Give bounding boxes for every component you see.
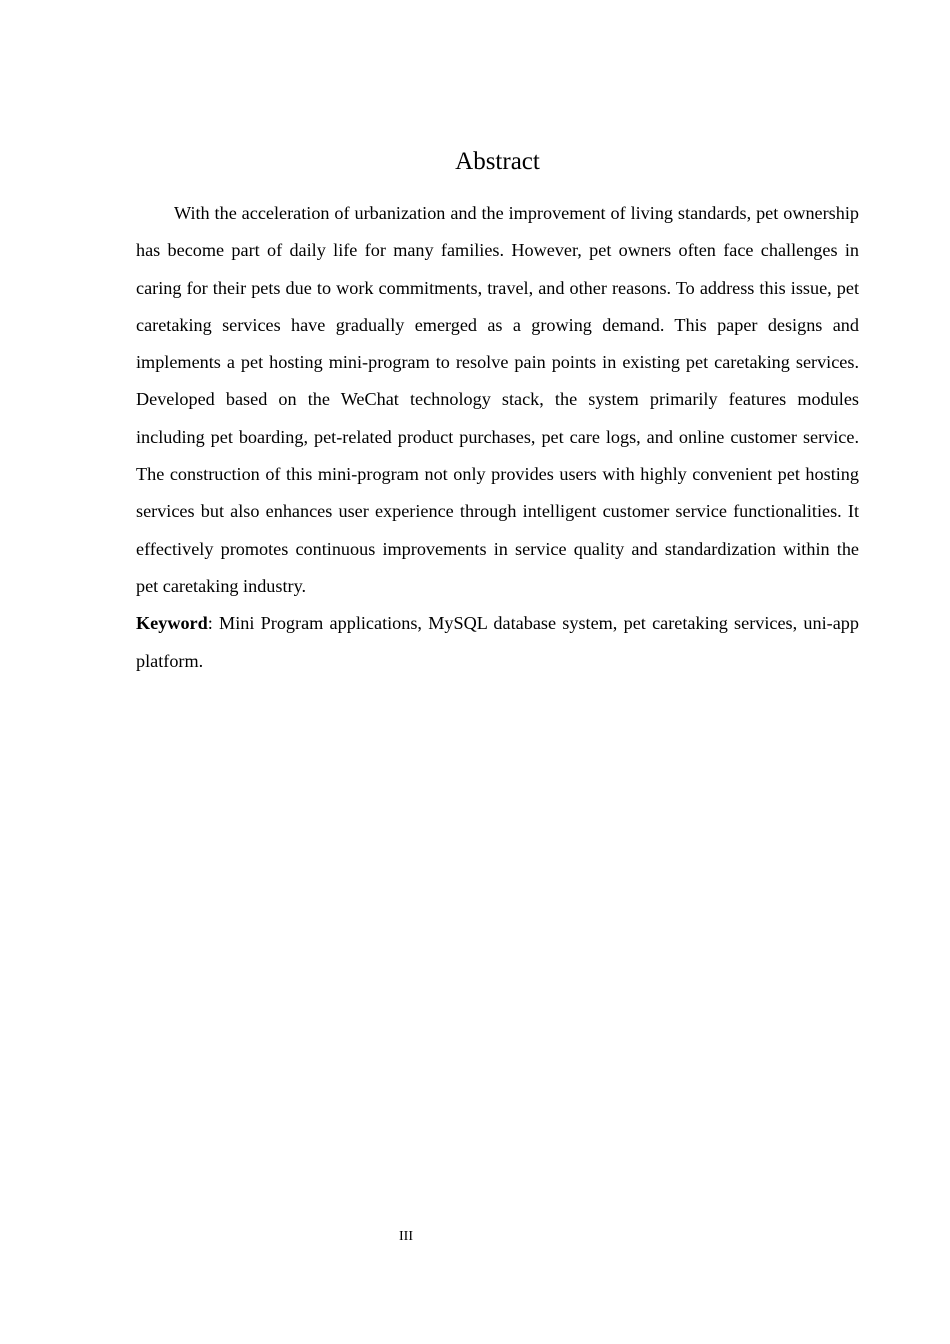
abstract-paragraph: With the acceleration of urbanization and the improvement of living standards, pet ownership has become part of daily life for many families. However, pet owners often face challenges in caring for their pets due to work commitments, travel, and other reasons. To address this issue, pet caretaking services have gradually emerged as a growing demand. This paper designs and implements a pet hosting mini-program to resolve pain points in existing pet caretaking services. Developed based on the WeChat technology stack, the system primarily features modules including pet boarding, pet-related product purchases, pet care logs, and online customer service. The construction of this mini-program not only provides users with highly convenient pet hosting services but also enhances user experience through intelligent customer service functionalities. It effectively promotes continuous improvements in service quality and standardization within the pet caretaking industry. [136,203,859,596]
page-number: III [399,1229,413,1244]
abstract-body [136,195,859,680]
keywords-text: Mini Program applications, MySQL database system, pet caretaking services, uni-app platform. [136,613,859,671]
keyword-label: Keyword [136,613,208,634]
keyword-separator: : [207,613,220,634]
keywords-line [136,605,859,680]
page-title: Abstract [455,148,540,175]
